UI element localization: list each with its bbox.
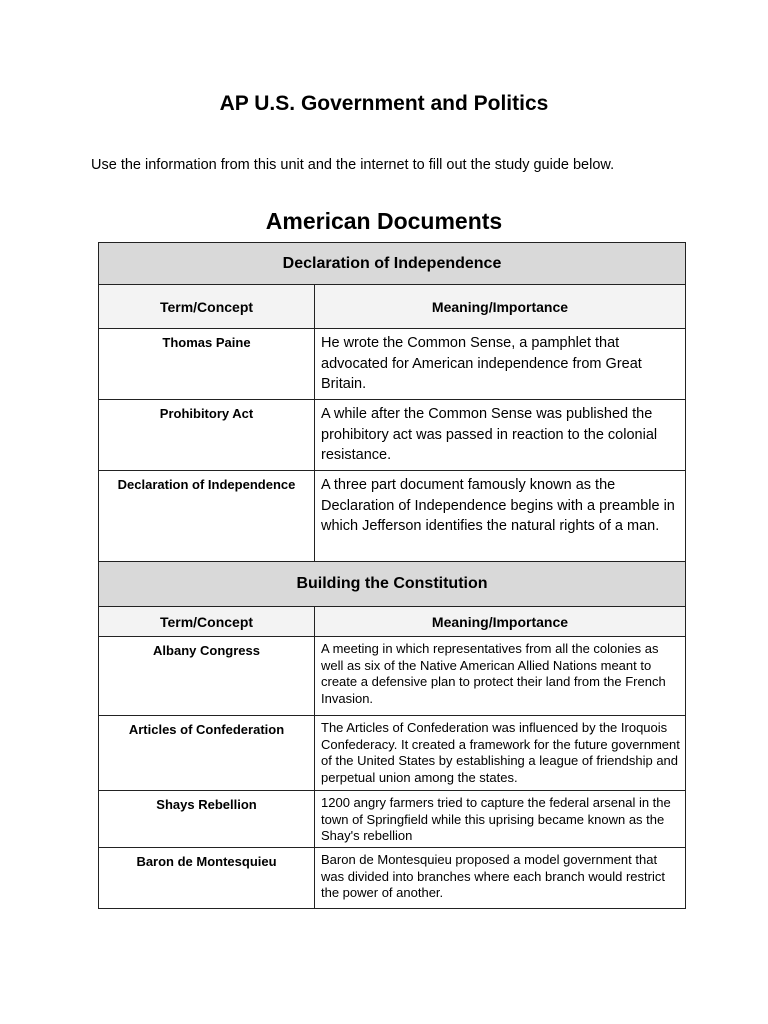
term-cell: Albany Congress <box>99 637 315 716</box>
section-header-row <box>99 562 686 607</box>
meaning-cell: A three part document famously known as the Declaration of Independence begins with a preamble in which Jefferson identifies the natural rights of a man. <box>315 471 686 562</box>
table-row <box>99 791 686 848</box>
table-row <box>99 848 686 909</box>
section-title: Building the Constitution <box>99 562 686 607</box>
table-row <box>99 471 686 562</box>
term-cell: Declaration of Independence <box>99 471 315 562</box>
term-cell: Prohibitory Act <box>99 400 315 471</box>
meaning-cell: A while after the Common Sense was published the prohibitory act was passed in reaction to the colonial resistance. <box>315 400 686 471</box>
section-title: Declaration of Independence <box>99 243 686 285</box>
table-row <box>99 637 686 716</box>
meaning-cell: 1200 angry farmers tried to capture the federal arsenal in the town of Springfield while this uprising became known as the Shay's rebellion <box>315 791 686 848</box>
column-header-meaning: Meaning/Importance <box>315 285 686 329</box>
column-header-term: Term/Concept <box>99 607 315 637</box>
section-heading: American Documents <box>265 208 503 234</box>
term-cell: Baron de Montesquieu <box>99 848 315 909</box>
table-row <box>99 400 686 471</box>
study-guide-table <box>98 242 686 909</box>
page-title: AP U.S. Government and Politics <box>219 92 549 115</box>
section-header-row <box>99 243 686 285</box>
meaning-cell: A meeting in which representatives from all the colonies as well as six of the Native American Allied Nations meant to create a defensive plan to protect their land from the French Invasion. <box>315 637 686 716</box>
meaning-cell: The Articles of Confederation was influenced by the Iroquois Confederacy. It created a framework for the future government of the United States by establishing a league of friendship and perpetual union among the states. <box>315 716 686 791</box>
instructions-text: Use the information from this unit and the internet to fill out the study guide below. <box>91 157 615 173</box>
term-cell: Thomas Paine <box>99 329 315 400</box>
column-header-row <box>99 607 686 637</box>
meaning-cell: He wrote the Common Sense, a pamphlet that advocated for American independence from Great Britain. <box>315 329 686 400</box>
column-header-row <box>99 285 686 329</box>
table-row <box>99 716 686 791</box>
table-row <box>99 329 686 400</box>
meaning-cell: Baron de Montesquieu proposed a model government that was divided into branches where each branch would restrict the power of another. <box>315 848 686 909</box>
column-header-term: Term/Concept <box>99 285 315 329</box>
term-cell: Shays Rebellion <box>99 791 315 848</box>
term-cell: Articles of Confederation <box>99 716 315 791</box>
column-header-meaning: Meaning/Importance <box>315 607 686 637</box>
